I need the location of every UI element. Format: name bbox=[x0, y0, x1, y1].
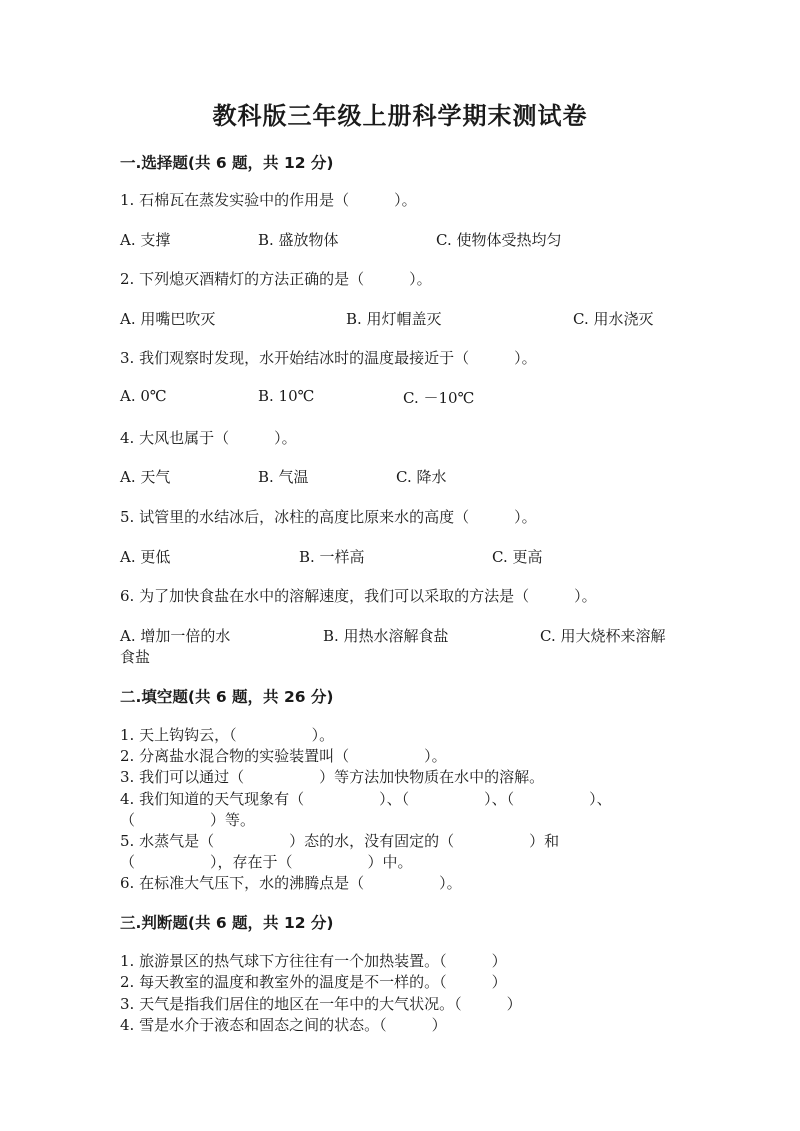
question-4: 4. 大风也属于（ ）。 bbox=[120, 429, 297, 447]
fill-line-2: 2. 分离盐水混合物的实验装置叫（ ）。 bbox=[120, 747, 447, 765]
fill-line-4: 4. 我们知道的天气现象有（ ）、（ ）、（ ）、 bbox=[120, 790, 612, 808]
question-2: 2. 下列熄灭酒精灯的方法正确的是（ ）。 bbox=[120, 270, 432, 288]
option-1b: B. 盛放物体 bbox=[258, 231, 339, 249]
question-5: 5. 试管里的水结冰后，冰柱的高度比原来水的高度（ ）。 bbox=[120, 508, 537, 526]
page-title: 教科版三年级上册科学期末测试卷 bbox=[212, 102, 588, 130]
fill-line-5-cont: （ ），存在于（ ）中。 bbox=[120, 853, 413, 871]
option-4b: B. 气温 bbox=[258, 468, 309, 486]
section-heading-fill: 二.填空题(共 6 题，共 26 分) bbox=[120, 688, 334, 706]
fill-line-4-cont: （ ）等。 bbox=[120, 811, 256, 829]
option-5c: C. 更高 bbox=[492, 548, 543, 566]
option-3c: C. －10℃ bbox=[403, 389, 475, 407]
option-6b: B. 用热水溶解食盐 bbox=[323, 627, 449, 645]
option-1a: A. 支撑 bbox=[120, 231, 171, 249]
option-2a: A. 用嘴巴吹灭 bbox=[120, 310, 216, 328]
option-6c: C. 用大烧杯来溶解 bbox=[540, 627, 666, 645]
option-3b: B. 10℃ bbox=[258, 387, 315, 405]
question-3: 3. 我们观察时发现，水开始结冰时的温度最接近于（ ）。 bbox=[120, 349, 537, 367]
fill-line-6: 6. 在标准大气压下，水的沸腾点是（ ）。 bbox=[120, 874, 462, 892]
fill-line-3: 3. 我们可以通过（ ）等方法加快物质在水中的溶解。 bbox=[120, 768, 545, 786]
section-heading-choice: 一.选择题(共 6 题，共 12 分) bbox=[120, 154, 334, 172]
question-1: 1. 石棉瓦在蒸发实验中的作用是（ ）。 bbox=[120, 191, 417, 209]
option-2b: B. 用灯帽盖灭 bbox=[346, 310, 442, 328]
option-4c: C. 降水 bbox=[396, 468, 447, 486]
option-4a: A. 天气 bbox=[120, 468, 171, 486]
judge-line-3: 3. 天气是指我们居住的地区在一年中的大气状况。（ ） bbox=[120, 995, 522, 1013]
option-3a: A. 0℃ bbox=[120, 387, 167, 405]
judge-line-2: 2. 每天教室的温度和教室外的温度是不一样的。（ ） bbox=[120, 973, 507, 991]
option-5b: B. 一样高 bbox=[299, 548, 365, 566]
section-heading-judge: 三.判断题(共 6 题，共 12 分) bbox=[120, 914, 334, 932]
option-6a: A. 增加一倍的水 bbox=[120, 627, 231, 645]
option-2c: C. 用水浇灭 bbox=[573, 310, 654, 328]
judge-line-1: 1. 旅游景区的热气球下方往往有一个加热装置。（ ） bbox=[120, 952, 507, 970]
option-1c: C. 使物体受热均匀 bbox=[436, 231, 562, 249]
question-6: 6. 为了加快食盐在水中的溶解速度，我们可以采取的方法是（ ）。 bbox=[120, 587, 597, 605]
option-6c-wrap: 食盐 bbox=[120, 648, 151, 666]
fill-line-1: 1. 天上钩钩云，（ ）。 bbox=[120, 726, 335, 744]
option-5a: A. 更低 bbox=[120, 548, 171, 566]
fill-line-5: 5. 水蒸气是（ ）态的水，没有固定的（ ）和 bbox=[120, 832, 560, 850]
judge-line-4: 4. 雪是水介于液态和固态之间的状态。（ ） bbox=[120, 1016, 447, 1034]
